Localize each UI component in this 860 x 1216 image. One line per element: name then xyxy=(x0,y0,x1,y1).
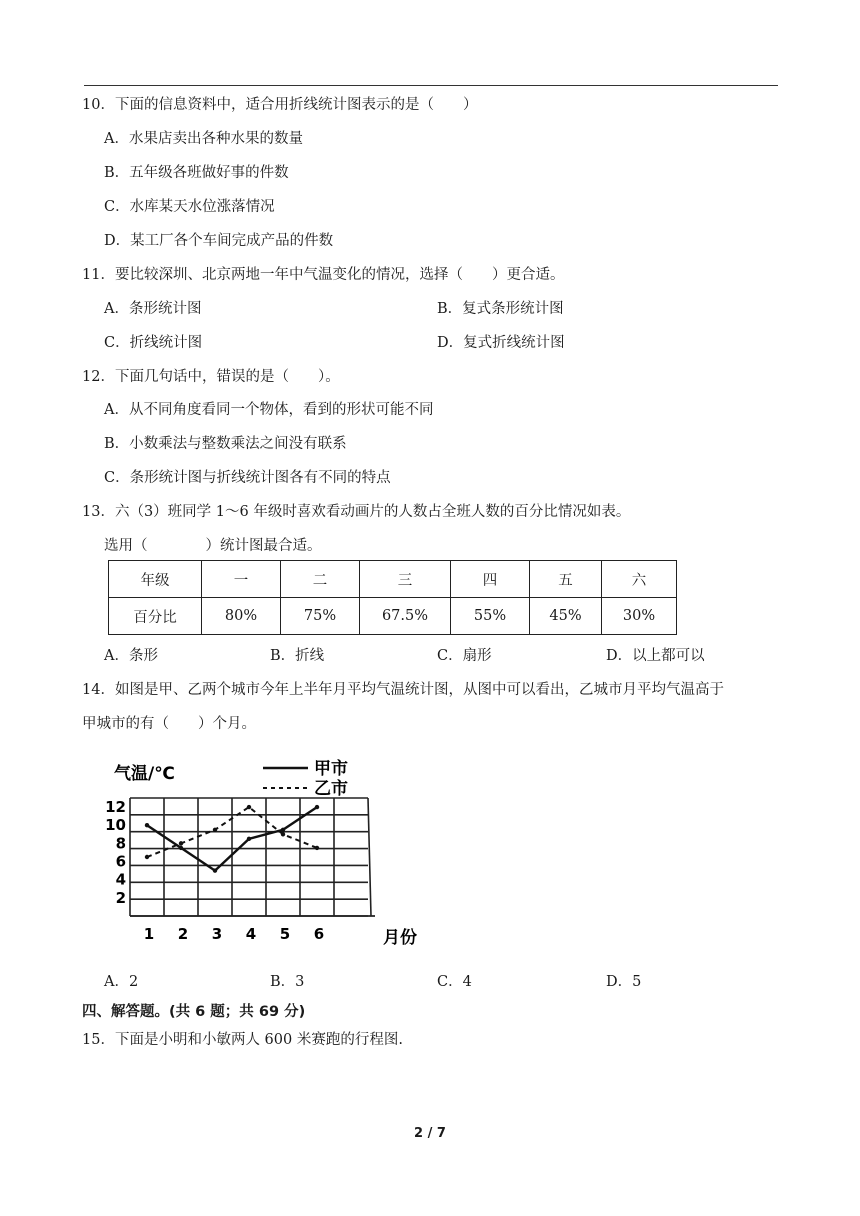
table-cell: 75% xyxy=(281,598,360,635)
x-tick-label: 6 xyxy=(313,925,325,943)
q14-option-b: B．3 xyxy=(270,974,305,990)
q15-stem: 15．下面是小明和小敏两人 600 米赛跑的行程图. xyxy=(82,1032,403,1048)
header-rule xyxy=(84,85,778,86)
q10-option-a: A．水果店卖出各种水果的数量 xyxy=(104,131,303,147)
table-cell: 67.5% xyxy=(360,598,451,635)
x-tick-label: 2 xyxy=(177,925,189,943)
chart-content xyxy=(105,758,417,948)
q14-option-c: C．4 xyxy=(437,974,472,990)
table-cell: 百分比 xyxy=(109,598,202,635)
q11-option-c: C．折线统计图 xyxy=(104,335,203,351)
data-point xyxy=(213,868,217,872)
q12-option-a: A．从不同角度看同一个物体，看到的形状可能不同 xyxy=(104,402,434,418)
y-tick-label: 10 xyxy=(105,816,126,835)
table-cell: 30% xyxy=(602,598,677,635)
data-point xyxy=(179,841,183,845)
table-header-cell: 三 xyxy=(360,561,451,598)
x-tick-label: 4 xyxy=(245,925,257,943)
q13-option-c: C．扇形 xyxy=(437,648,492,664)
data-point xyxy=(179,846,183,850)
q10-stem: 10．下面的信息资料中，适合用折线统计图表示的是（ ） xyxy=(82,97,478,113)
table-row xyxy=(109,598,677,635)
y-tick-label: 4 xyxy=(115,870,126,889)
table-header-cell: 二 xyxy=(281,561,360,598)
q11-option-d: D．复式折线统计图 xyxy=(437,335,565,351)
table-header-cell: 五 xyxy=(530,561,602,598)
q13-percent-table xyxy=(108,560,677,635)
x-tick-label: 1 xyxy=(143,925,155,943)
y-tick-label: 8 xyxy=(115,834,126,853)
section-title: 四、解答题。(共 6 题；共 69 分) xyxy=(82,1004,306,1020)
data-point xyxy=(145,855,149,859)
data-point xyxy=(247,805,251,809)
q14-option-a: A．2 xyxy=(104,974,139,990)
table-header-cell: 年级 xyxy=(109,561,202,598)
q14-stem-line2: 甲城市的有（ ）个月。 xyxy=(82,716,256,732)
q12-stem: 12．下面几句话中，错误的是（ ）。 xyxy=(82,369,340,385)
data-point xyxy=(315,846,319,850)
q10-option-c: C．水库某天水位涨落情况 xyxy=(104,199,275,215)
y-tick-label: 12 xyxy=(105,798,126,817)
q11-option-a: A．条形统计图 xyxy=(104,301,202,317)
y-tick-label: 2 xyxy=(115,888,126,907)
x-tick-label: 5 xyxy=(279,925,291,943)
data-point xyxy=(281,828,285,832)
y-axis-label: 气温/℃ xyxy=(114,764,175,784)
q11-option-b: B．复式条形统计图 xyxy=(437,301,564,317)
q10-option-d: D．某工厂各个车间完成产品的件数 xyxy=(104,233,334,249)
data-point xyxy=(213,828,217,832)
q12-option-b: B．小数乘法与整数乘法之间没有联系 xyxy=(104,436,347,452)
q14-stem-line1: 14．如图是甲、乙两个城市今年上半年月平均气温统计图，从图中可以看出，乙城市月平均气温高于 xyxy=(82,682,724,698)
q12-option-c: C．条形统计图与折线统计图各有不同的特点 xyxy=(104,470,391,486)
y-tick-label: 6 xyxy=(115,852,126,871)
q13-option-d: D．以上都可以 xyxy=(606,648,705,664)
table-header-cell: 四 xyxy=(451,561,530,598)
table-cell: 55% xyxy=(451,598,530,635)
grid-line xyxy=(368,798,371,916)
temperature-line-chart xyxy=(100,750,440,955)
data-point xyxy=(247,837,251,841)
q10-option-b: B．五年级各班做好事的件数 xyxy=(104,165,289,181)
legend-label: 甲市 xyxy=(314,759,348,779)
x-tick-label: 3 xyxy=(211,925,223,943)
q13-stem: 13．六（3）班同学 1～6 年级时喜欢看动画片的人数占全班人数的百分比情况如表。 xyxy=(82,504,631,520)
table-cell: 45% xyxy=(530,598,602,635)
q11-stem: 11．要比较深圳、北京两地一年中气温变化的情况，选择（ ）更合适。 xyxy=(82,267,565,283)
table-header-cell: 一 xyxy=(202,561,281,598)
q13-option-a: A．条形 xyxy=(104,648,158,664)
table-row xyxy=(109,561,677,598)
table-cell: 80% xyxy=(202,598,281,635)
page-number: 2 / 7 xyxy=(414,1126,446,1141)
x-axis-label: 月份 xyxy=(383,928,417,948)
q14-option-d: D．5 xyxy=(606,974,642,990)
q13-sub: 选用（ ）统计图最合适。 xyxy=(104,538,322,554)
q13-option-b: B．折线 xyxy=(270,648,325,664)
legend-label: 乙市 xyxy=(314,779,348,799)
table-header-cell: 六 xyxy=(602,561,677,598)
data-point xyxy=(281,832,285,836)
data-point xyxy=(145,823,149,827)
data-point xyxy=(315,805,319,809)
